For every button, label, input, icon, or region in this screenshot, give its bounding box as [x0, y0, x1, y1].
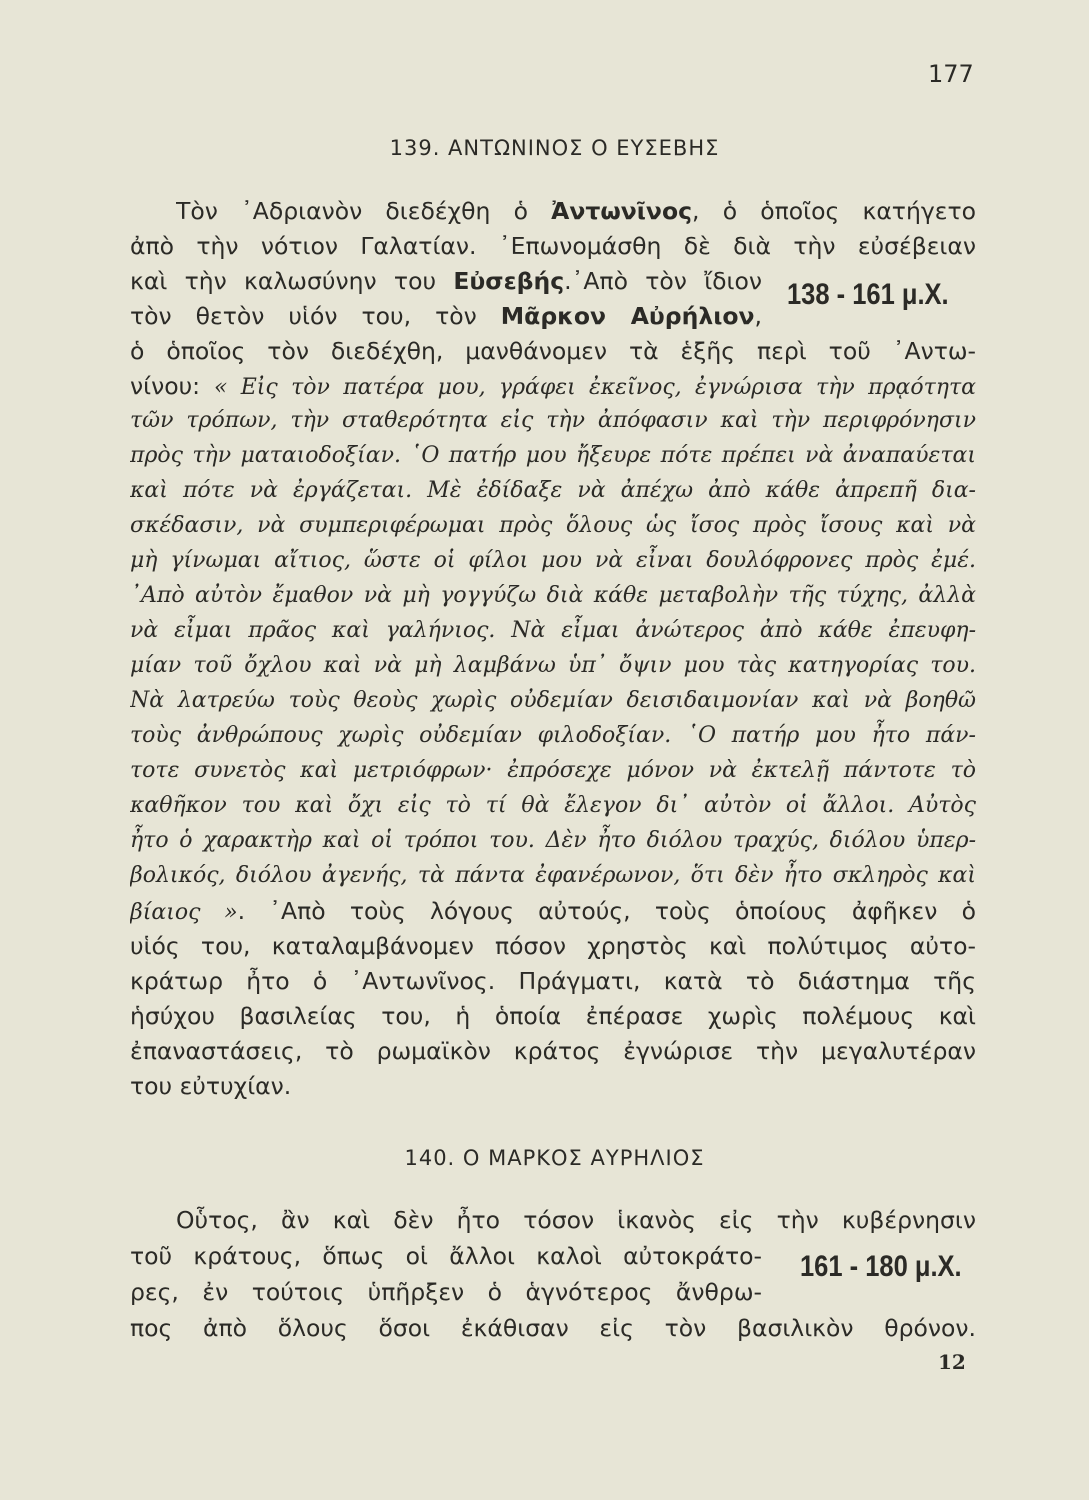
- section-heading-140: 140. Ο ΜΑΡΚΟΣ ΑΥΡΗΛΙΟΣ: [404, 1146, 705, 1170]
- text-line: πος ἀπὸ ὅλους ὅσοι ἐκάθισαν εἰς τὸν βασιλικὸν θρόνον.: [130, 1314, 976, 1342]
- text-line: μίαν τοῦ ὄχλου καὶ νὰ μὴ λαμβάνω ὑπ᾿ ὄψιν μου τὰς κατηγορίας του.: [130, 653, 976, 678]
- text-line: τοὺς ἀνθρώπους χωρὶς οὐδεμίαν φιλοδοξίαν. ῾Ο πατήρ μου ἦτο πάν-: [130, 723, 976, 748]
- text-line: τοῦ κράτους, ὅπως οἱ ἄλλοι καλοὶ αὐτοκράτο-: [130, 1242, 762, 1270]
- text-line: καθῆκον του καὶ ὄχι εἰς τὸ τί θὰ ἔλεγον δι᾿ αὐτὸν οἱ ἄλλοι. Αὐτὸς: [130, 793, 976, 818]
- text-line: πρὸς τὴν ματαιοδοξίαν. ῾Ο πατήρ μου ἤξευρε πότε πρέπει νὰ ἀναπαύεται: [130, 443, 976, 468]
- text-line: ἡσύχου βασιλείας του, ἡ ὁποία ἐπέρασε χωρὶς πολέμους καὶ: [130, 1002, 976, 1030]
- text-line: Οὗτος, ἂν καὶ δὲν ἦτο τόσον ἱκανὸς εἰς τὴν κυβέρνησιν: [176, 1206, 976, 1234]
- text-line: τὸν θετὸν υἱόν του, τὸν Μᾶρκον Αὐρήλιον,: [130, 302, 762, 330]
- text-line: βίαιος ». ᾿Απὸ τοὺς λόγους αὐτούς, τοὺς ὁποίους ἀφῆκεν ὁ: [130, 897, 976, 925]
- text-line: σκέδασιν, νὰ συμπεριφέρωμαι πρὸς ὅλους ὡς ἴσος πρὸς ἴσους καὶ νὰ: [130, 513, 976, 538]
- text-line: ἦτο ὁ χαρακτὴρ καὶ οἱ τρόποι του. Δὲν ἦτο διόλου τραχύς, διόλου ὑπερ-: [130, 828, 976, 853]
- text-line: ρες, ἐν τούτοις ὑπῆρξεν ὁ ἁγνότερος ἄνθρω-: [130, 1278, 762, 1306]
- text-line: Τὸν ᾿Αδριανὸν διεδέχθη ὁ Ἀντωνῖνος, ὁ ὁποῖος κατήγετο: [176, 197, 976, 225]
- text-line: καὶ πότε νὰ ἐργάζεται. Μὲ ἐδίδαξε νὰ ἀπέχω ἀπὸ κάθε ἀπρεπῆ δια-: [130, 478, 976, 503]
- text-line: καὶ τὴν καλωσύνην του Εὐσεβής.᾿Απὸ τὸν ἴδιον: [130, 267, 762, 295]
- text-line: τοτε συνετὸς καὶ μετριόφρων· ἐπρόσεχε μόνον νὰ ἐκτελῇ πάντοτε τὸ: [130, 758, 976, 783]
- text-line: βολικός, διόλου ἀγενής, τὰ πάντα ἐφανέρωνον, ὅτι δὲν ἦτο σκληρὸς καὶ: [130, 863, 976, 888]
- section-heading-139: 139. ΑΝΤΩΝΙΝΟΣ Ο ΕΥΣΕΒΗΣ: [389, 136, 720, 160]
- text-line: ἀπὸ τὴν νότιον Γαλατίαν. ᾿Επωνομάσθη δὲ διὰ τὴν εὐσέβειαν: [130, 232, 976, 260]
- text-line: ὁ ὁποῖος τὸν διεδέχθη, μανθάνομεν τὰ ἑξῆς περὶ τοῦ ᾿Αντω-: [130, 337, 976, 365]
- text-line: ᾿Απὸ αὐτὸν ἔμαθον νὰ μὴ γογγύζω διὰ κάθε μεταβολὴν τῆς τύχης, ἀλλὰ: [130, 583, 976, 608]
- signature-mark: 12: [938, 1350, 966, 1374]
- text-line: νὰ εἶμαι πρᾶος καὶ γαλήνιος. Νὰ εἶμαι ἀνώτερος ἀπὸ κάθε ἐπευφη-: [130, 618, 976, 643]
- text-line: Νὰ λατρεύω τοὺς θεοὺς χωρὶς οὐδεμίαν δεισιδαιμονίαν καὶ νὰ βοηθῶ: [130, 688, 976, 713]
- text-line: του εὐτυχίαν.: [130, 1072, 292, 1100]
- text-line: μὴ γίνωμαι αἴτιος, ὥστε οἱ φίλοι μου νὰ εἶναι δουλόφρονες πρὸς ἐμέ.: [130, 548, 976, 573]
- date-range-138-161: 138 - 161 μ.Χ.: [787, 278, 949, 311]
- text-line: ἐπαναστάσεις, τὸ ρωμαϊκὸν κράτος ἐγνώρισε τὴν μεγαλυτέραν: [130, 1037, 976, 1065]
- date-range-161-180: 161 - 180 μ.Χ.: [800, 1250, 962, 1283]
- text-line: τῶν τρόπων, τὴν σταθερότητα εἰς τὴν ἀπόφασιν καὶ τὴν περιφρόνησιν: [130, 408, 976, 433]
- text-line: νίνου: « Εἰς τὸν πατέρα μου, γράφει ἐκεῖνος, ἐγνώρισα τὴν πρᾳότητα: [130, 372, 976, 400]
- text-line: κράτωρ ἦτο ὁ ᾿Αντωνῖνος. Πράγματι, κατὰ τὸ διάστημα τῆς: [130, 967, 976, 995]
- text-line: υἱός του, καταλαμβάνομεν πόσον χρηστὸς καὶ πολύτιμος αὐτο-: [130, 932, 976, 960]
- page-number: 177: [928, 60, 974, 88]
